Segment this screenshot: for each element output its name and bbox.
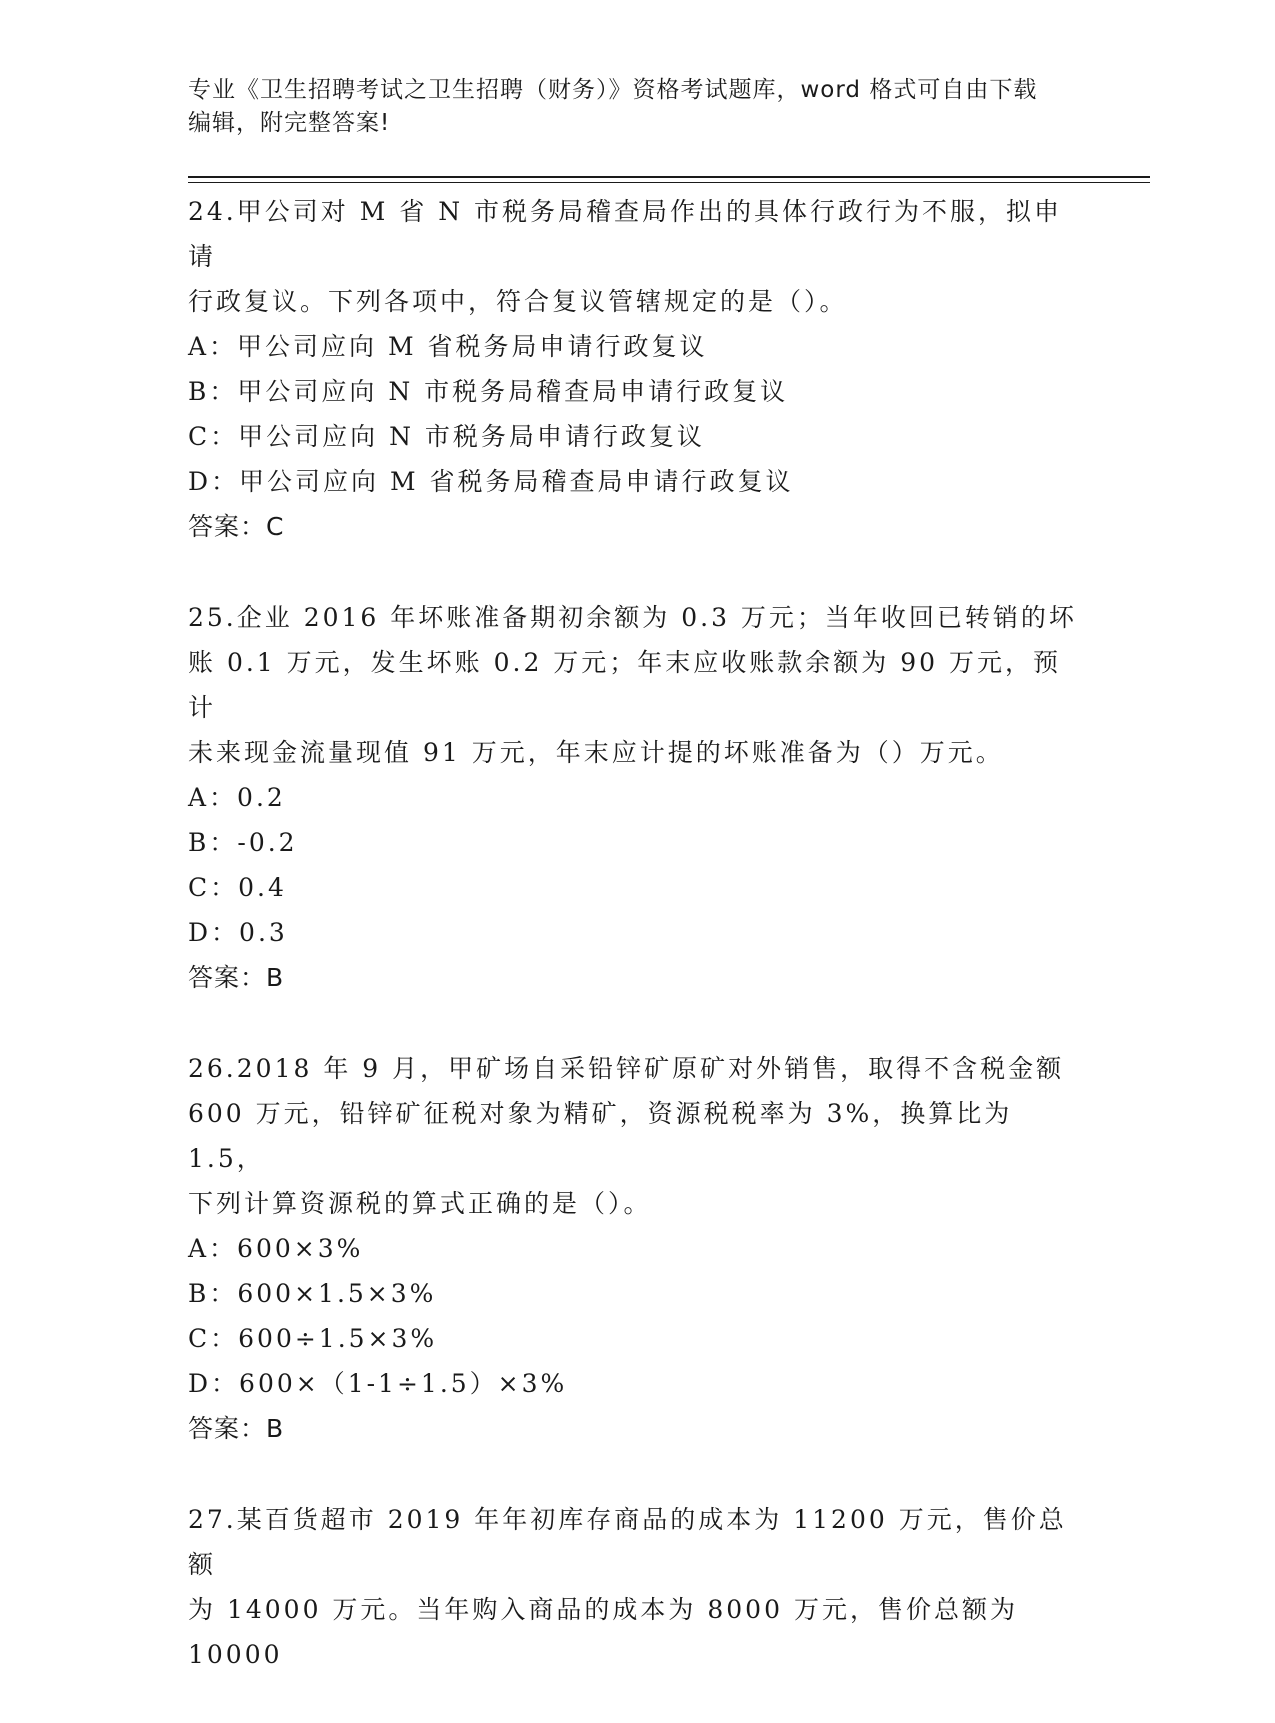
option-b: B：600×1.5×3% [188,1279,437,1308]
option-a: A：600×3% [188,1234,364,1263]
question-stem-line: 600 万元，铅锌矿征税对象为精矿，资源税税率为 3%，换算比为 1.5， [188,1099,1013,1173]
option-b: B：甲公司应向 N 市税务局稽查局申请行政复议 [188,377,789,406]
option-a: A：0.2 [188,783,286,812]
option-c: C：0.4 [188,873,287,902]
question-list [188,189,1088,1723]
question-stem-line: 为 14000 万元。当年购入商品的成本为 8000 万元，售价总额为 10000 [188,1595,1018,1669]
answer-line: 答案：C [188,512,285,541]
option-c: C：600÷1.5×3% [188,1324,438,1353]
header-line-1: 专业《卫生招聘考试之卫生招聘（财务）》资格考试题库，word 格式可自由下载 [188,77,1038,103]
question-stem-line: 账 0.1 万元，发生坏账 0.2 万元；年末应收账款余额为 90 万元，预计 [188,648,1062,722]
header-divider-thin [188,182,1150,183]
option-d: D：甲公司应向 M 省税务局稽查局申请行政复议 [188,467,794,496]
option-d: D：600×（1-1÷1.5）×3% [188,1369,568,1398]
header-divider-thick [188,176,1150,178]
question-stem-line: 27.某百货超市 2019 年年初库存商品的成本为 11200 万元，售价总额 [188,1505,1067,1579]
question-item [188,1046,1088,1451]
document-header [188,74,1068,140]
question-item [188,189,1088,549]
header-line-2: 编辑，附完整答案! [188,110,391,136]
question-stem-line: 行政复议。下列各项中，符合复议管辖规定的是（）。 [188,287,848,316]
question-stem-line: 26.2018 年 9 月，甲矿场自采铅锌矿原矿对外销售，取得不含税金额 [188,1054,1065,1083]
option-a: A：甲公司应向 M 省税务局申请行政复议 [188,332,708,361]
question-stem-line: 未来现金流量现值 91 万元，年末应计提的坏账准备为（）万元。 [188,738,1004,767]
option-d: D：0.3 [188,918,288,947]
question-stem-line: 24.甲公司对 M 省 N 市税务局稽查局作出的具体行政行为不服，拟申请 [188,197,1063,271]
option-b: B：-0.2 [188,828,298,857]
question-item [188,1497,1088,1677]
question-item [188,595,1088,1000]
option-c: C：甲公司应向 N 市税务局申请行政复议 [188,422,705,451]
question-stem-line: 25.企业 2016 年坏账准备期初余额为 0.3 万元；当年收回已转销的坏 [188,603,1077,632]
answer-line: 答案：B [188,963,285,992]
answer-line: 答案：B [188,1414,285,1443]
question-stem-line: 下列计算资源税的算式正确的是（）。 [188,1189,652,1218]
